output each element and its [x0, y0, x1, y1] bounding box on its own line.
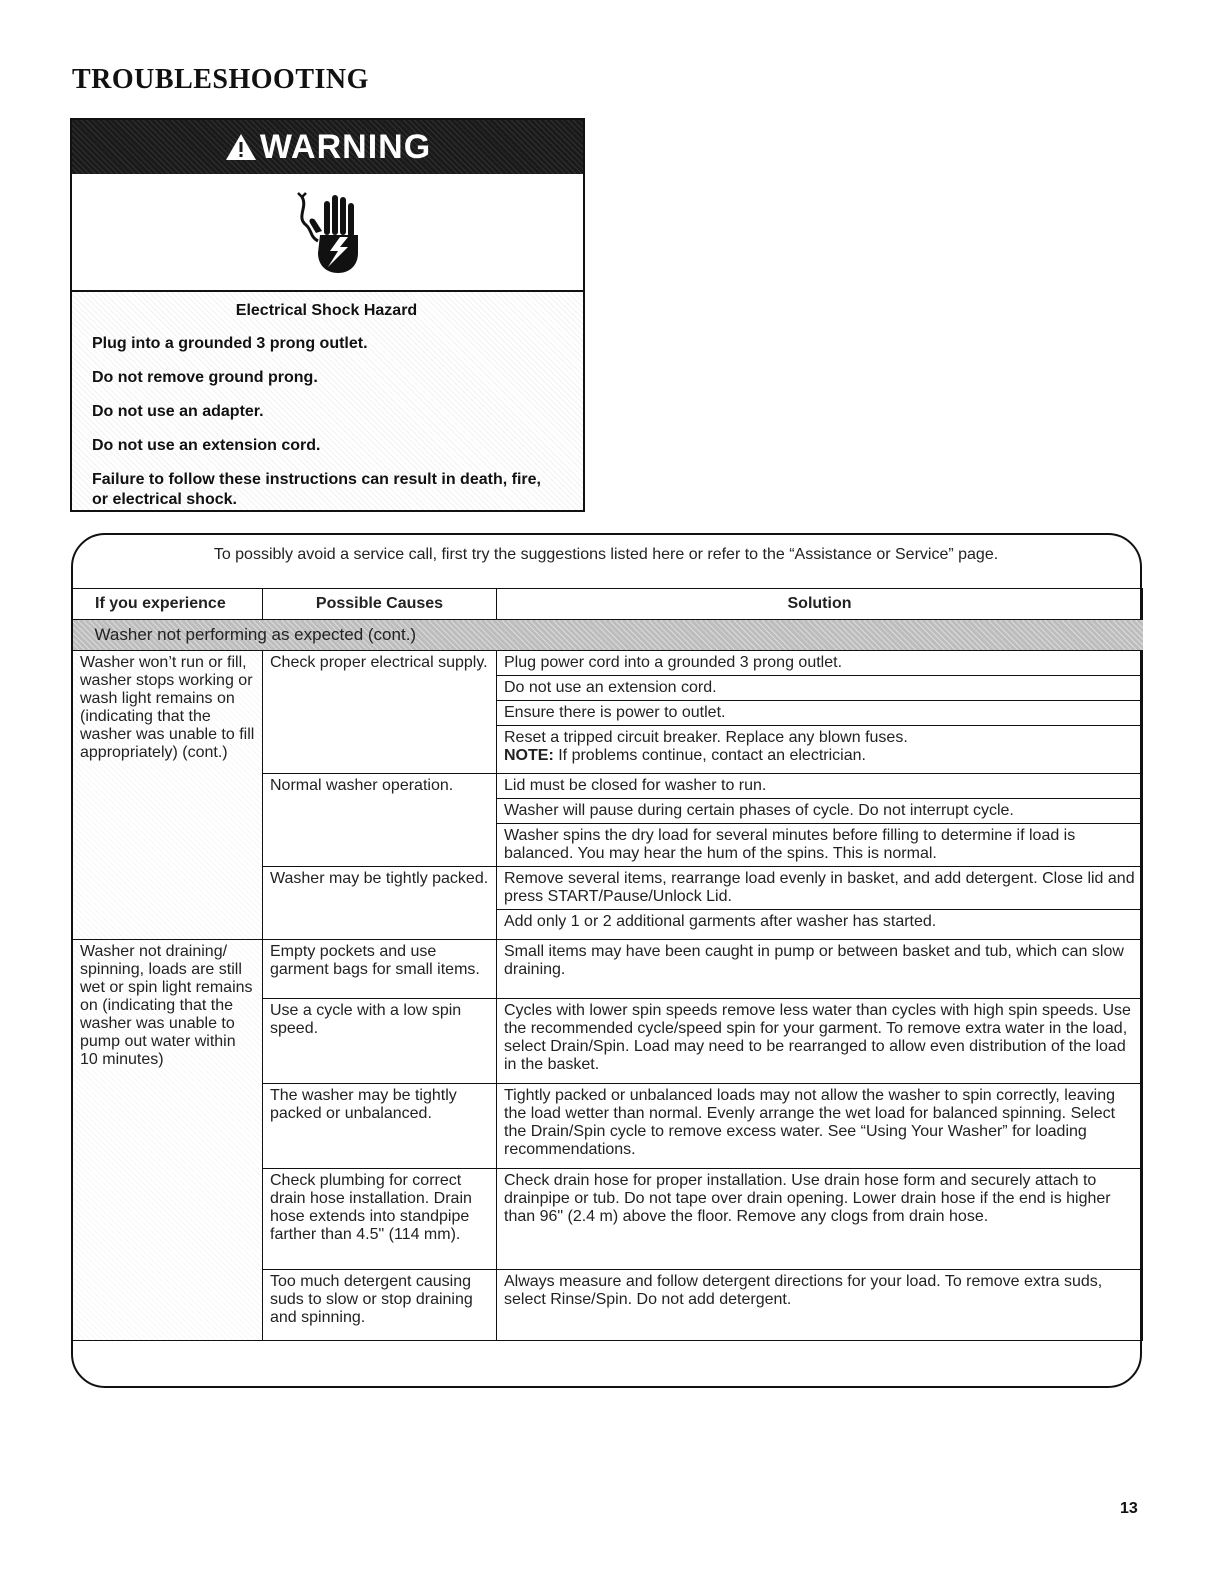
- solution-cell: Always measure and follow detergent directions for your load. To remove extra suds, select Rinse/Spin. Do not add detergent.: [497, 1270, 1143, 1341]
- warning-line: Plug into a grounded 3 prong outlet.: [92, 335, 368, 352]
- cause-cell: Washer may be tightly packed.: [263, 867, 497, 940]
- solution-cell: Lid must be closed for washer to run.: [497, 774, 1143, 799]
- warning-triangle-icon: [224, 132, 258, 162]
- table-row: [73, 651, 1143, 676]
- cause-cell: Too much detergent causing suds to slow or stop draining and spinning.: [263, 1270, 497, 1341]
- page-number: 13: [1120, 1500, 1138, 1517]
- solution-cell: Remove several items, rearrange load evenly in basket, and add detergent. Close lid and press START/Pause/Unlock Lid.: [497, 867, 1143, 910]
- experience-cell: Washer won’t run or fill, washer stops working or wash light remains on (indicating that the washer was unable to fill appropriately) (cont.): [73, 651, 263, 940]
- solution-cell: Ensure there is power to outlet.: [497, 701, 1143, 726]
- cause-cell: Check proper electrical supply.: [263, 651, 497, 774]
- solution-cell: Washer spins the dry load for several minutes before filling to determine if load is balanced. You may hear the hum of the spins. This is normal.: [497, 824, 1143, 867]
- cause-cell: Use a cycle with a low spin speed.: [263, 999, 497, 1084]
- note-label: NOTE:: [504, 747, 554, 764]
- solution-cell: Small items may have been caught in pump or between basket and tub, which can slow draining.: [497, 940, 1143, 999]
- page-title: TROUBLESHOOTING: [72, 64, 369, 95]
- column-header: If you experience: [73, 589, 263, 620]
- warning-line: Failure to follow these instructions can result in death, fire, or electrical shock.: [92, 471, 541, 508]
- warning-box: [70, 118, 585, 512]
- section-row: [73, 620, 1143, 651]
- hazard-title: Electrical Shock Hazard: [235, 302, 418, 319]
- table-header-row: [73, 589, 1143, 620]
- warning-banner: [72, 120, 583, 174]
- table-row: [73, 940, 1143, 999]
- solution-cell: [497, 726, 1143, 774]
- electrical-shock-hand-icon: [288, 187, 368, 277]
- troubleshooting-table: [72, 588, 1143, 1341]
- solution-cell: Tightly packed or unbalanced loads may not allow the washer to spin correctly, leaving the load wetter than normal. Evenly arrange the wet load for balanced spinning. Select the Drain/Spin cycle to remove excess water. See “Using Your Washer” for loading recommendations.: [497, 1084, 1143, 1169]
- warning-line: Do not remove ground prong.: [92, 369, 318, 386]
- solution-cell: Add only 1 or 2 additional garments after washer has started.: [497, 910, 1143, 940]
- warning-line: Do not use an extension cord.: [92, 437, 321, 454]
- solution-cell: Check drain hose for proper installation. Use drain hose form and securely attach to drainpipe or tub. Do not tape over drain opening. Lower drain hose if the end is higher than 96" (2.4 m) above the floor. Remove any clogs from drain hose.: [497, 1169, 1143, 1270]
- solution-text: Reset a tripped circuit breaker. Replace any blown fuses.: [504, 729, 908, 746]
- column-header: Possible Causes: [263, 589, 497, 620]
- solution-cell: Do not use an extension cord.: [497, 676, 1143, 701]
- section-title: Washer not performing as expected (cont.): [73, 620, 1143, 651]
- cause-cell: Normal washer operation.: [263, 774, 497, 867]
- experience-cell: Washer not draining/ spinning, loads are still wet or spin light remains on (indicating that the washer was unable to pump out water within 10 minutes): [73, 940, 263, 1341]
- solution-cell: Plug power cord into a grounded 3 prong outlet.: [497, 651, 1143, 676]
- column-header: Solution: [497, 589, 1143, 620]
- solution-note: [504, 747, 1135, 765]
- intro-text: To possibly avoid a service call, first try the suggestions listed here or refer to the “Assistance or Service” page.: [213, 546, 999, 563]
- warning-title: WARNING: [259, 127, 432, 166]
- solution-cell: Washer will pause during certain phases of cycle. Do not interrupt cycle.: [497, 799, 1143, 824]
- cause-cell: The washer may be tightly packed or unbalanced.: [263, 1084, 497, 1169]
- solution-cell: Cycles with lower spin speeds remove less water than cycles with high spin speeds. Use the recommended cycle/speed spin for your garment. To remove extra water in the load, select Drain/Spin. Load may need to be rearranged to allow even distribution of the load in the basket.: [497, 999, 1143, 1084]
- cause-cell: Check plumbing for correct drain hose installation. Drain hose extends into standpipe farther than 4.5" (114 mm).: [263, 1169, 497, 1270]
- note-text: If problems continue, contact an electrician.: [553, 747, 866, 764]
- warning-line: Do not use an adapter.: [92, 403, 264, 420]
- cause-cell: Empty pockets and use garment bags for small items.: [263, 940, 497, 999]
